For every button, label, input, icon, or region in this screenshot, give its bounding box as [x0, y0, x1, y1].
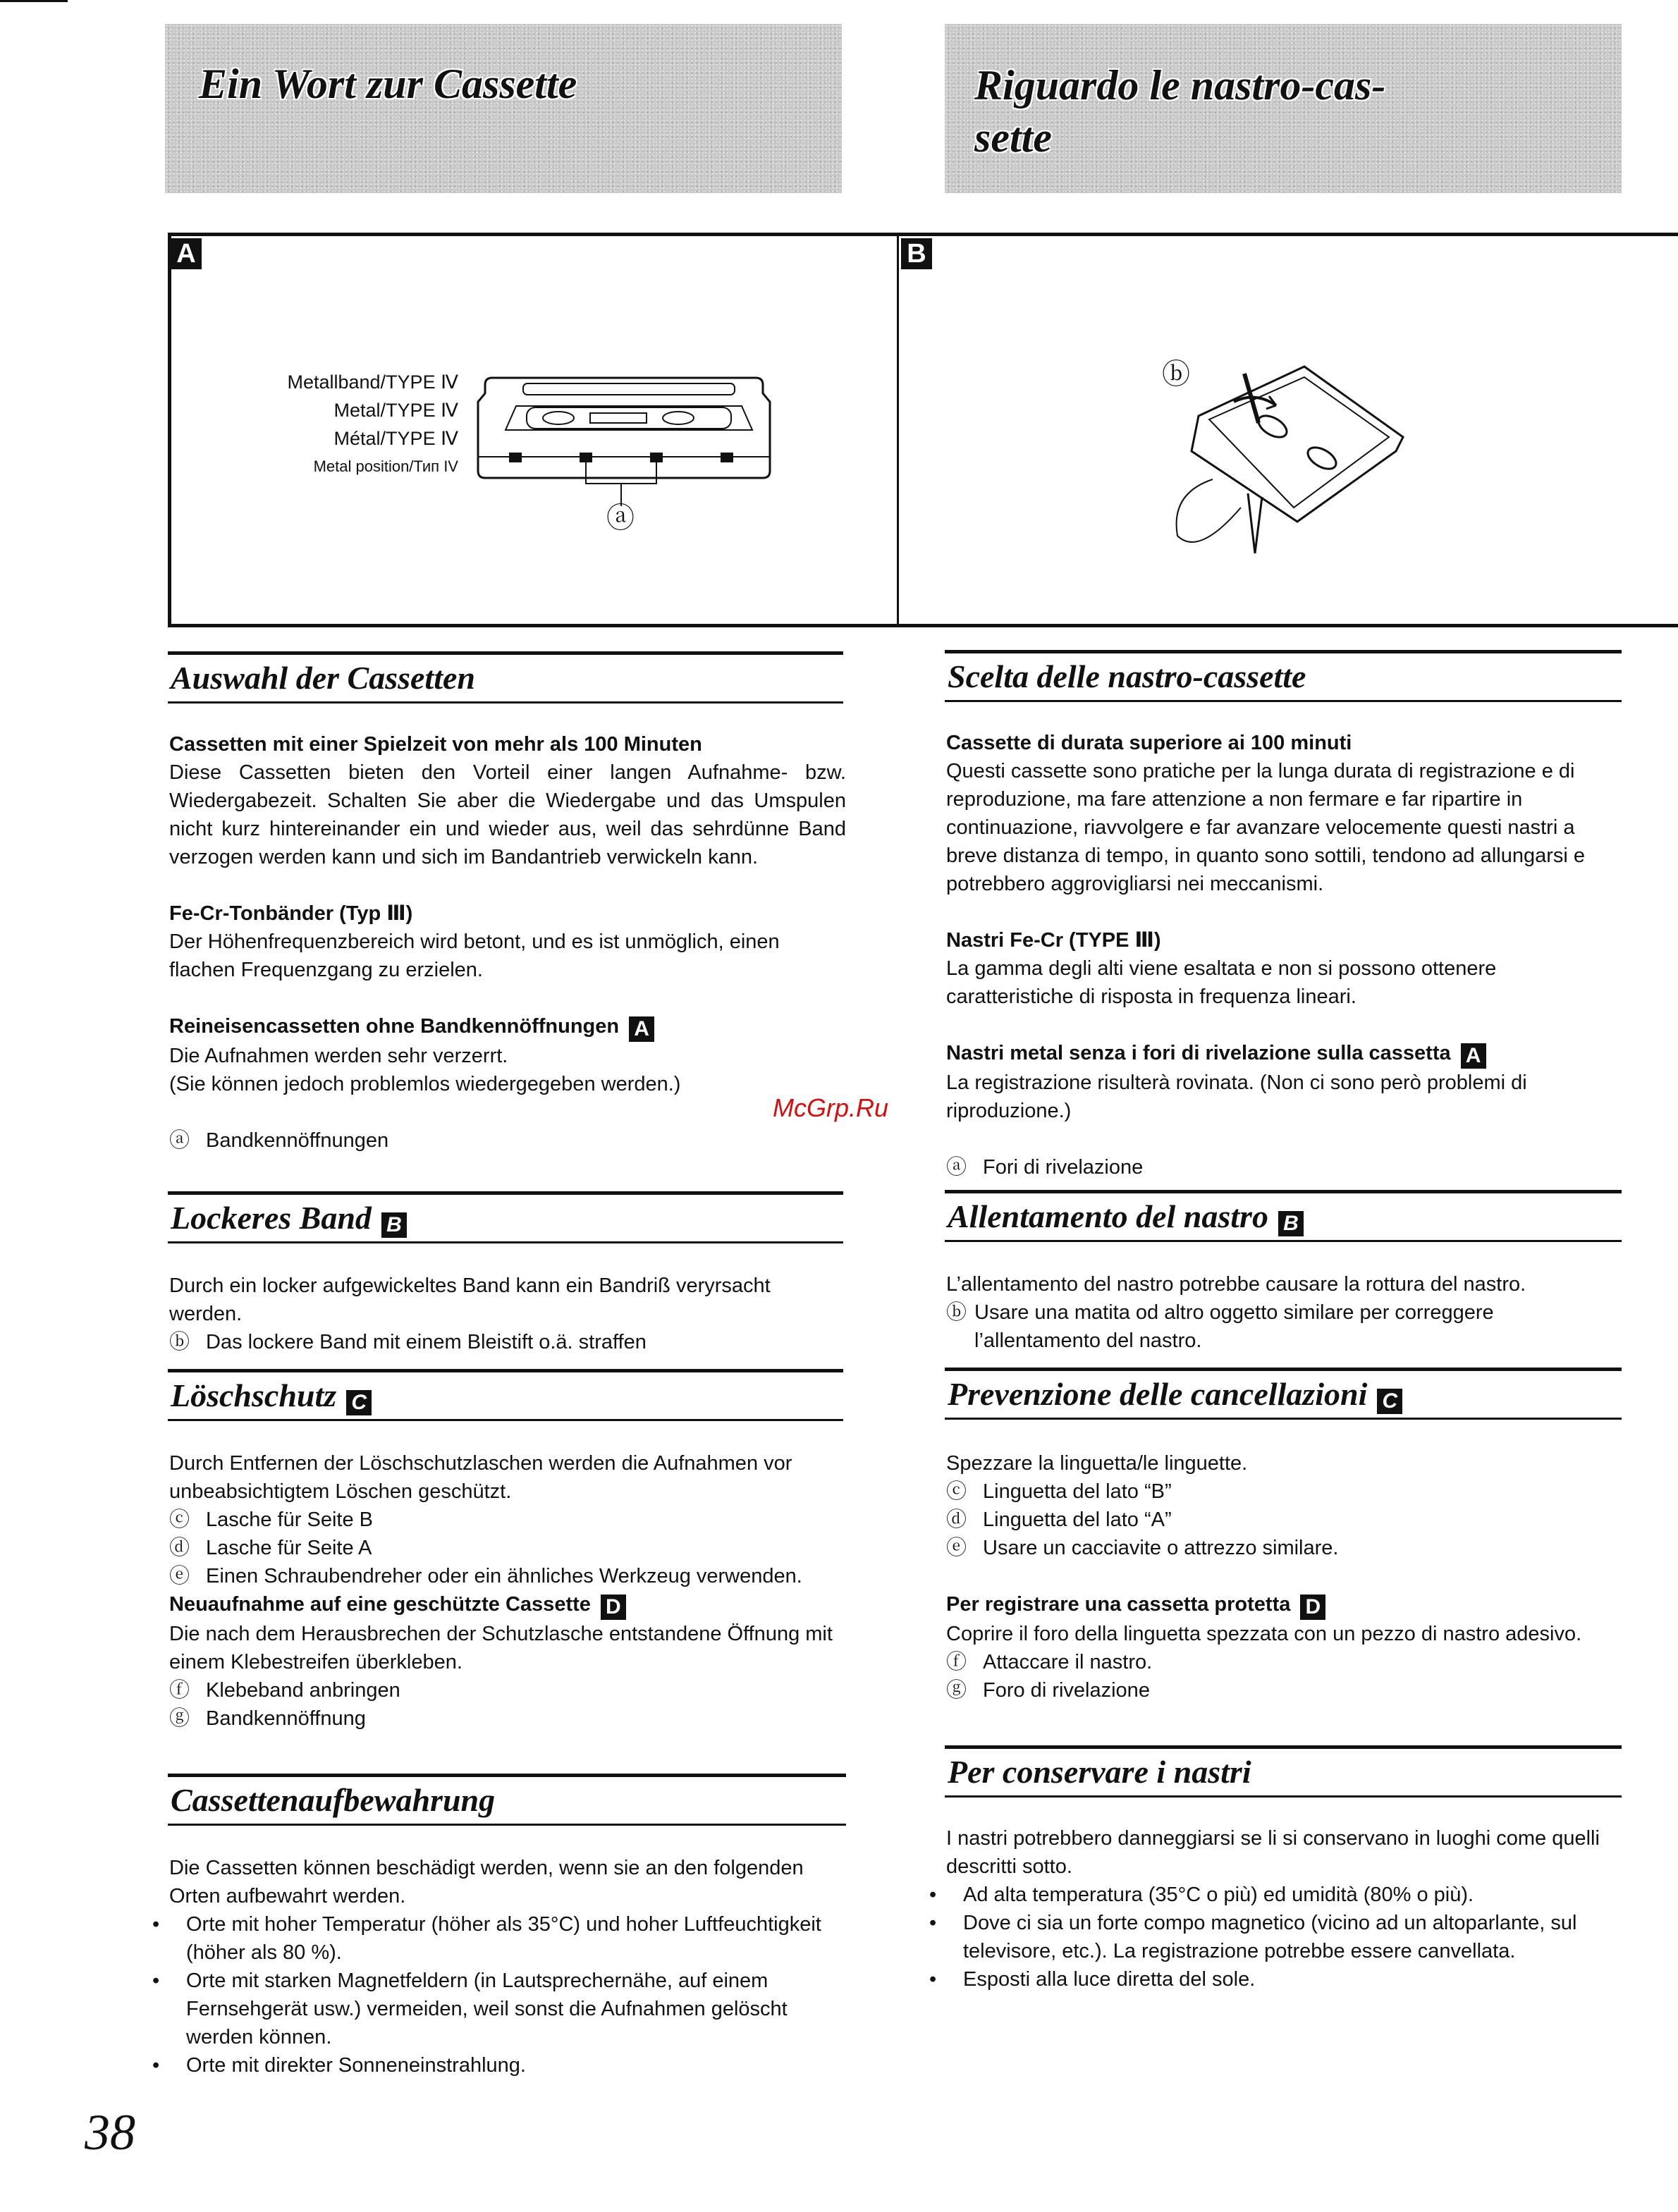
- section-body-de-loeschschutz: Durch Entfernen der Löschschutzlaschen werden die Aufnahmen vor unbeabsichtigtem Löschen geschützt. ⓒ Lasche für Seite B ⓓ Lasche für Seite A ⓔ Einen Schraubendreher oder ein ähnliches Werkzeug verwenden. Neuaufnahme auf eine geschützte Cassette D Die nach dem Herausbrechen der Schutzlasche entstandene Öffnung mit einem Klebestreifen überkleben. ⓕ Klebeband anbringen ⓖ Bandkennöffnung: [169, 1452, 833, 1730]
- badge-c-de: C: [346, 1390, 372, 1415]
- section-body-it-scelta: Cassette di durata superiore ai 100 minuti Questi cassette sono pratiche per la lunga durata di registrazione e di reproduzione, ma fare attenzione a non fermare e far ripartire in continuazione, riavvolgere e far avanzare velocemente questi nastri a breve distanza di tempo, in quanto sono sottili, tendono ad allungarsi e potrebbero aggrovigliarsi nei meccanismi. Nastri Fe-Cr (TYPE Ⅲ) La gamma degli alti viene esaltata e non si possono ottenere caratteristiche di risposta in frequenza lineari. Nastri metal senza i fori di rivelazione sulla cassetta A La registrazione risulterà rovinata. (Non ci sono però problemi di riproduzione.) ⓐ Fori di rivelazione: [946, 732, 1586, 1179]
- section-head-it-conservare: [945, 1745, 1622, 1798]
- badge-a-it: A: [1461, 1043, 1486, 1069]
- cassette-illustration-b: [1156, 352, 1424, 564]
- label-metal-position: Metal position/Тип IV: [313, 457, 458, 475]
- section-head-de-auswahl: [168, 651, 843, 703]
- section-title-de-auswahl: Auswahl der Cassetten: [171, 660, 475, 696]
- section-body-de-lockeres-band: Durch ein locker aufgewickeltes Band kann ein Bandriß veryrsacht werden. ⓑ Das lockere Band mit einem Bleistift o.ä. straffen: [169, 1274, 771, 1353]
- section-body-de-auswahl: Cassetten mit einer Spielzeit von mehr als 100 Minuten Diese Cassetten bieten den Vorteil einer langen Aufnahme- bzw. Wiedergabezeit. Schalten Sie aber die Wiedergabe und das Umspulen nicht kurz hintereinander ein und wieder aus, weil das sehrdünne Band verzogen werden kann und sich im Bandantrieb verwickeln kann. Fe-Cr-Tonbänder (Typ Ⅲ) Der Höhenfrequenzbereich wird betont, und es ist unmöglich, einen flachen Frequenzgang zu erzielen. Reineisencassetten ohne Bandkennöffnungen A Die Aufnahmen werden sehr verzerrt. (Sie können jedoch problemlos wiedergegeben werden.) ⓐ Bandkennöffnungen: [169, 733, 846, 1152]
- title-box-it: [945, 24, 1622, 193]
- section-body-de-aufbewahrung: Die Cassetten können beschädigt werden, wenn sie an den folgenden Orten aufbewahrt werden. • Orte mit hoher Temperatur (höher als 35°C) und hoher Luftfeuchtigkeit (höher als 80 %). • Orte mit starken Magnetfeldern (in Lautsprechernähe, auf einem Fernsehgerät usw.) vermeiden, weil sonst die Aufnahmen gelöscht werden können. • Orte mit direkter Sonneneinstrahlung.: [169, 1854, 847, 2079]
- section-title-de-loeschschutz: Löschschutz: [171, 1377, 337, 1413]
- callout-b: ⓑ: [1162, 359, 1190, 390]
- section-head-it-allentamento: [945, 1190, 1622, 1242]
- section-title-it-scelta: Scelta delle nastro-cassette: [948, 658, 1306, 694]
- section-title-de-aufbewahrung: Cassettenaufbewahrung: [171, 1782, 496, 1818]
- page-title-it: Riguardo le nastro-cas- sette: [974, 62, 1386, 161]
- section-head-it-prevenzione: [945, 1368, 1622, 1420]
- section-body-it-prevenzione: Spezzare la linguetta/le linguette. ⓒ Linguetta del lato “B” ⓓ Linguetta del lato “A” ⓔ Usare un cacciavite o attrezzo similare. Per registrare una cassetta protetta D Coprire il foro della linguetta spezzata con un pezzo di nastro adesivo. ⓕ Attaccare il nastro. ⓖ Foro di rivelazione: [946, 1452, 1582, 1702]
- section-title-de-lockeres-band: Lockeres Band: [171, 1200, 372, 1236]
- corner-rule: [0, 0, 68, 2]
- title-box-de: [165, 24, 842, 193]
- section-title-it-allentamento: Allentamento del nastro: [948, 1198, 1268, 1234]
- badge-b-de: B: [381, 1212, 407, 1238]
- section-title-it-prevenzione: Prevenzione delle cancellazioni: [948, 1376, 1368, 1412]
- figure-b-badge: B: [901, 238, 932, 269]
- label-metal-fr: Métal/TYPE Ⅳ: [333, 428, 458, 449]
- badge-d-de: D: [601, 1595, 626, 1620]
- section-body-it-allentamento: L’allentamento del nastro potrebbe causare la rottura del nastro. ⓑ Usare una matita od altro oggetto similare per correggere l’allentamento del nastro.: [946, 1273, 1526, 1352]
- section-title-it-conservare: Per conservare i nastri: [948, 1754, 1251, 1790]
- badge-c-it: C: [1377, 1389, 1402, 1414]
- section-body-it-conservare: I nastri potrebbero danneggiarsi se li si conservano in luoghi come quelli descritti sotto. • Ad alta temperatura (35°C o più) ed umidità (80% o più). • Dove ci sia un forte compo magnetico (vicino ad un altoparlante, sul televisore, etc.). La registrazione potrebbe essere canvellata. • Esposti alla luce diretta del sole.: [946, 1824, 1623, 1993]
- badge-b-it: B: [1278, 1211, 1304, 1236]
- badge-a-de: A: [629, 1016, 654, 1042]
- figure-divider: [897, 235, 899, 627]
- page-title-de: Ein Wort zur Cassette: [199, 61, 577, 107]
- badge-d-it: D: [1300, 1595, 1325, 1620]
- callout-a: ⓐ: [606, 503, 635, 534]
- label-metal: Metal/TYPE Ⅳ: [333, 400, 458, 421]
- label-metallband: Metallband/TYPE Ⅳ: [287, 371, 458, 393]
- section-head-de-lockeres-band: [168, 1191, 843, 1243]
- section-head-it-scelta: [945, 650, 1622, 702]
- figure-a-labels: [233, 368, 458, 481]
- watermark: McGrp.Ru: [773, 1093, 889, 1122]
- figure-a-badge: A: [171, 238, 202, 269]
- section-head-de-loeschschutz: [168, 1369, 843, 1421]
- page-number: 38: [85, 2104, 135, 2161]
- section-head-de-aufbewahrung: [168, 1774, 846, 1826]
